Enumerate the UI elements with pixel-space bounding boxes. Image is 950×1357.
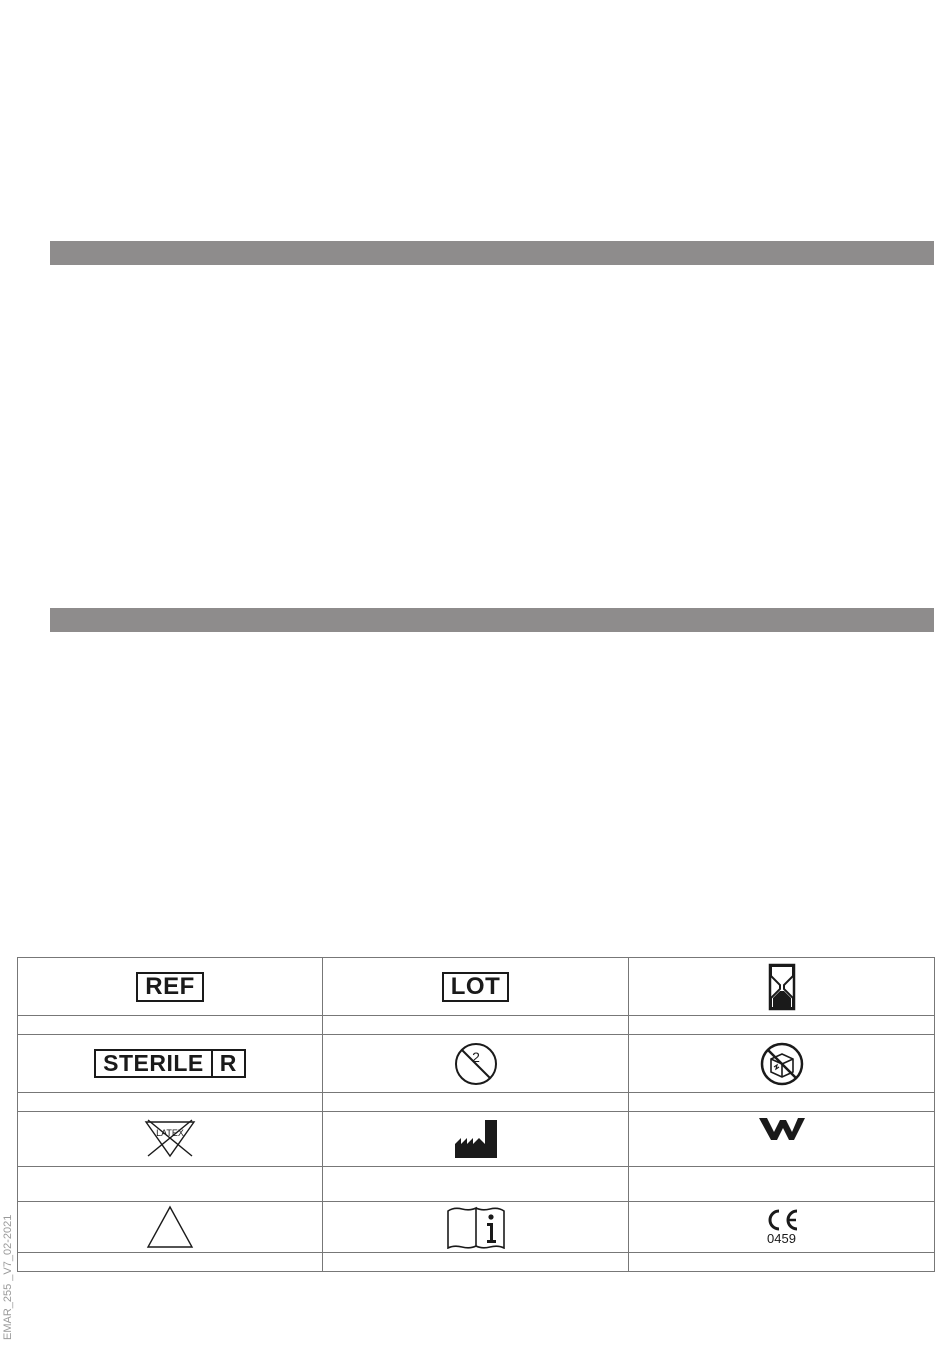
lot-symbol: LOT (442, 972, 510, 1002)
document-code: EMAR_255 _V7_02-2021 (2, 1214, 14, 1340)
caution-triangle-icon (146, 1205, 194, 1249)
lot-symbol-cell (323, 958, 629, 1016)
damaged-package-symbol-cell (629, 1035, 935, 1093)
desc-row-3 (18, 1167, 935, 1202)
section-header-bar-1 (50, 241, 934, 265)
single-use-symbol-cell (323, 1035, 629, 1093)
sterile-label: STERILE (103, 1050, 204, 1076)
do-not-reuse-icon (454, 1042, 498, 1086)
latex-free-icon (140, 1118, 200, 1160)
desc-row-4 (18, 1253, 935, 1272)
instructions-symbol-cell (323, 1202, 629, 1253)
ce-mark-symbol-cell (629, 1202, 935, 1253)
sterile-r-symbol (94, 1049, 246, 1078)
expiry-symbol-cell (629, 958, 935, 1016)
do-not-use-if-damaged-icon (760, 1042, 804, 1086)
ce-mark (764, 1209, 800, 1245)
symbols-row-2 (18, 1035, 935, 1093)
latex-label: LATEX (156, 1128, 184, 1138)
hourglass-icon (767, 963, 797, 1011)
desc-row-1 (18, 1016, 935, 1035)
symbols-table (17, 957, 935, 1272)
desc-row-2 (18, 1093, 935, 1112)
ref-symbol-cell (18, 958, 323, 1016)
consult-instructions-icon (446, 1205, 506, 1249)
latex-free-symbol-cell (18, 1112, 323, 1167)
w-mark-symbol-cell (629, 1112, 935, 1167)
notified-body-number: 0459 (767, 1231, 796, 1246)
single-use-number: 2 (471, 1048, 480, 1065)
section-header-bar-2 (50, 608, 934, 632)
manufacturer-symbol-cell (323, 1112, 629, 1167)
w-mark-icon (758, 1116, 806, 1142)
ref-symbol: REF (136, 972, 204, 1002)
sterile-method-label: R (211, 1051, 244, 1076)
symbols-row-3 (18, 1112, 935, 1167)
ce-mark-icon (764, 1209, 800, 1231)
caution-symbol-cell (18, 1202, 323, 1253)
sterile-symbol-cell (18, 1035, 323, 1093)
symbols-row-1 (18, 958, 935, 1016)
factory-icon (453, 1118, 499, 1160)
symbols-row-4 (18, 1202, 935, 1253)
